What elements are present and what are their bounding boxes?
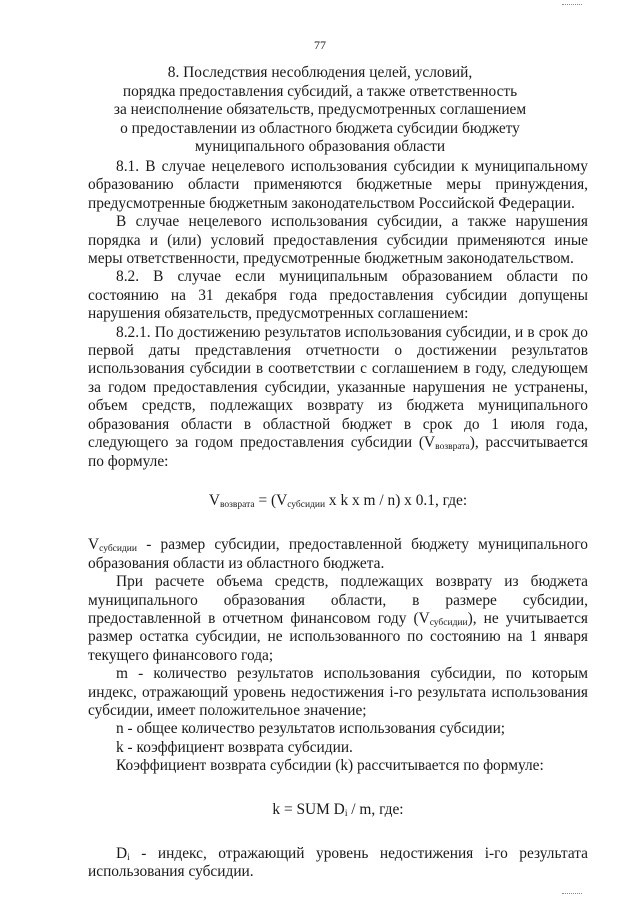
- definition-v-subsidy: $V_{субсидии}$ - размер субсидии, предоставленной бюджету муниципального образования области из областного бюджета.: [88, 536, 588, 572]
- document-body: [88, 158, 588, 882]
- definition-d: $D_i$ - индекс, отражающий уровень недостижения i-го результата использования субсидии.: [88, 845, 588, 881]
- definition-m: m - количество результатов использования субсидии, по которым индекс, отражающий уровень недостижения i-го результата использования субсидии, имеет положительное значение;: [88, 665, 588, 719]
- title-line: муниципального образования области: [194, 138, 446, 155]
- definition-n: n - общее количество результатов использования субсидии;: [116, 720, 506, 738]
- formula-return-volume: $V_{возврата} = (V_{субсидии}$ x k x m / n) x 0.1, где:: [208, 491, 468, 510]
- paragraph-calculation-note: При расчете объема средств, подлежащих возврату из бюджета муниципального образования области, в размере субсидии, предоставленной в отчетном финансовом году $(V_{субсидии})$, не учитывается размер остатка субсидии, не использованного по состоянию на 1 января текущего финансового года;: [88, 573, 588, 664]
- page-number: 77: [314, 38, 326, 52]
- title-line: за неисполнение обязательств, предусмотренных соглашением: [113, 101, 527, 118]
- scan-mark-bottom: [562, 893, 582, 894]
- definition-k: k - коэффициент возврата субсидии.: [116, 738, 353, 756]
- paragraph-8-1: 8.1. В случае нецелевого использования субсидии к муниципальному образованию области применяются бюджетные меры принуждения, предусмотренные бюджетным законодательством Российской Федерации.: [88, 158, 588, 212]
- paragraph-8-2-1: 8.2.1. По достижению результатов использования субсидии, и в срок до первой даты представления отчетности о достижении результатов использования субсидии в соответствии с соглашением в году, следующем за годом предоставления субсидии, указанные нарушения не устранены, объем средств, подлежащих возврату из бюджета муниципального образования области в областной бюджет в срок до 1 июля года, следующего за годом предоставления субсидии $(V_{возврата})$, рассчитывается по формуле:: [88, 323, 589, 470]
- title-line: о предоставлении из областного бюджета субсидии бюджету: [120, 119, 520, 137]
- title-line: 8. Последствия несоблюдения целей, условий,: [167, 64, 473, 81]
- title-line: порядка предоставления субсидий, а также ответственность: [122, 82, 518, 100]
- paragraph-other-measures: В случае нецелевого использования субсидии, а также нарушения порядка и (или) условий предоставления субсидии применяются иные меры ответственности, предусмотренные бюджетным законодательством.: [88, 213, 588, 268]
- section-title: [80, 64, 560, 157]
- scan-mark-top: [562, 4, 582, 5]
- formula-k: k = SUM $D_i$ / m, где:: [272, 800, 404, 819]
- paragraph-k-formula-intro: Коэффициент возврата субсидии (k) рассчитывается по формуле:: [116, 757, 544, 775]
- paragraph-8-2: 8.2. В случае если муниципальным образованием области по состоянию на 31 декабря года предоставления субсидии допущены нарушения обязательств, предусмотренных соглашением:: [88, 268, 588, 323]
